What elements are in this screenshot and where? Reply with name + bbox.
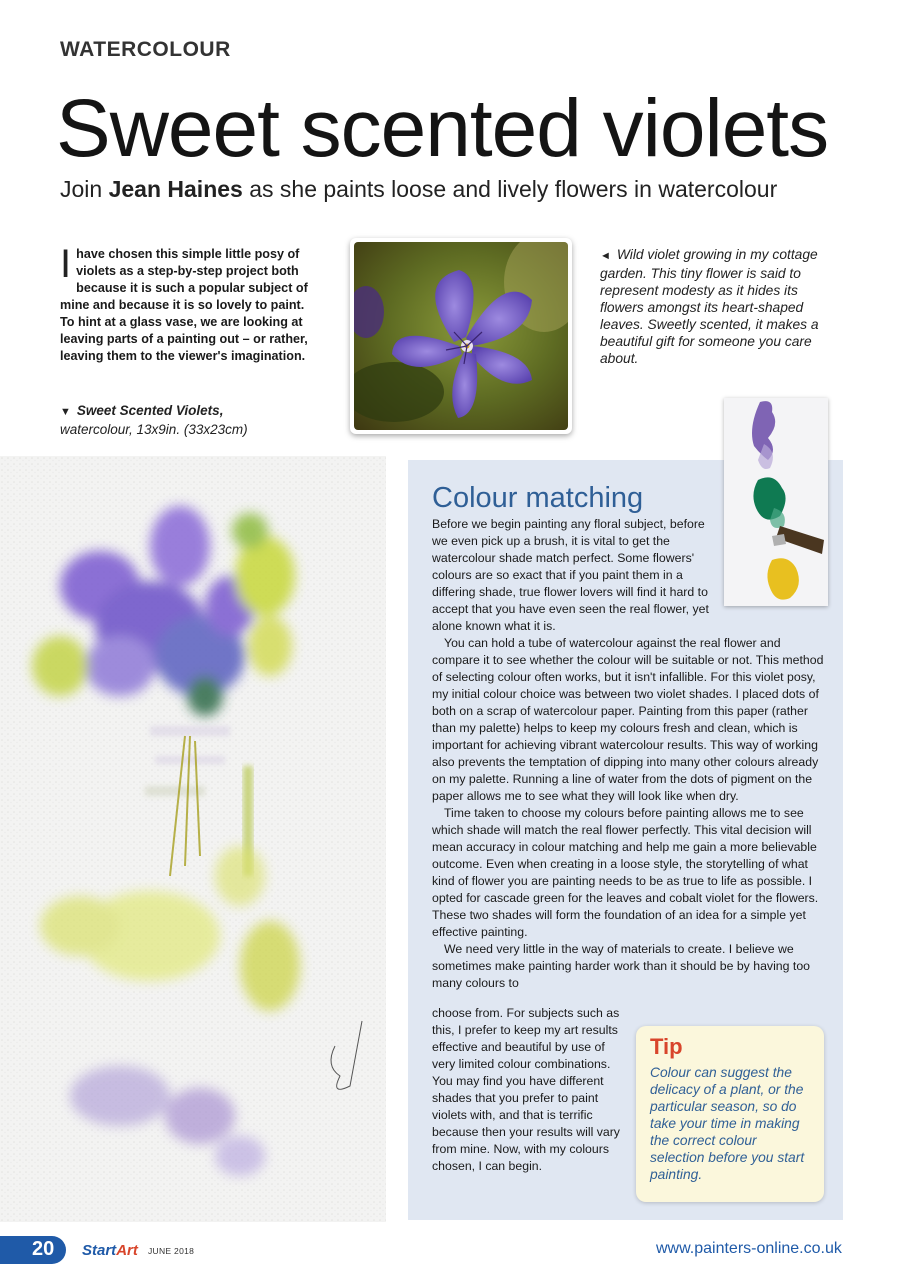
article-p3: Time taken to choose my colours before painting allows me to see which shade will match the real flower perfectly. This vital decision will mean accuracy in colour matching and help me gain a more believable outcome. Even when creating in a loose style, the storytelling of what kind of flower you are painting needs to be as true to life as possible. I opted for cascade green for the leaves and cobalt violet for the flowers. These two shades will form the foundation of an idea for a simple yet effective painting. [432, 806, 819, 939]
article-p4a: We need very little in the way of materials to create. I believe we sometimes make painting harder work than it should be by having too many colours to [432, 942, 810, 990]
painting-title: Sweet Scented Violets, [76, 403, 224, 418]
painting-caption [60, 402, 340, 439]
subtitle-post: as she paints loose and lively flowers in watercolour [242, 176, 778, 202]
photo-caption-text: Wild violet growing in my cottage garden. This tiny flower is said to represent modesty as it hides its flowers amongst its heart-shaped leaves. Sweetly scented, it makes a beautiful gift for someone you care about. [600, 247, 819, 366]
down-arrow-icon: ▼ [60, 406, 71, 418]
brand-art: Art [116, 1242, 138, 1259]
colour-matching-heading: Colour matching [432, 482, 644, 514]
intro-text: have chosen this simple little posy of violets as a step-by-step project both because it is such a popular subject of mine and because it is so lovely to paint. To hint at a glass vase, we are looking at leaving parts of a painting out – or rather, leaving them to the viewer's imagination. [60, 247, 308, 363]
violet-photo-image [354, 242, 568, 430]
issue-date: JUNE 2018 [148, 1246, 195, 1256]
violets-painting [0, 456, 386, 1222]
subtitle [60, 176, 777, 203]
tip-title: Tip [650, 1034, 683, 1059]
page-title: Sweet scented violets [56, 83, 829, 174]
magazine-logo [82, 1242, 138, 1259]
author-name: Jean Haines [108, 176, 243, 202]
article-column-narrow [432, 1005, 626, 1175]
photo-caption [600, 246, 840, 367]
website-link[interactable]: www.painters-online.co.uk [656, 1240, 842, 1257]
colour-swatch-photo [724, 398, 828, 606]
article-column-main [432, 635, 824, 992]
intro-paragraph [60, 242, 322, 365]
left-arrow-icon: ◄ [600, 250, 611, 262]
subtitle-pre: Join [60, 176, 109, 202]
article-p4b: choose from. For subjects such as this, I prefer to keep my art results effective and beautiful by use of very limited colour combinations. You may find you have different shades that you prefer to paint violets with, and that is terrific because then your results will vary from mine. Now, with my colours chosen, I can begin. [432, 1006, 620, 1173]
article-paragraph-1 [432, 516, 716, 635]
brand-start: Start [82, 1242, 117, 1259]
article-p1: Before we begin painting any floral subject, before we even pick up a brush, it is vital to get the watercolour shade match perfect. Some flowers' colours are so exact that if you paint them in a differing shade, true flower lovers will find it hard to accept that you have even seen the real flower, yet alone known what it is. [432, 517, 709, 633]
section-label: WATERCOLOUR [60, 38, 231, 61]
violet-photo [350, 238, 572, 434]
page-number: 20 [0, 1236, 66, 1264]
tip-text: Colour can suggest the delicacy of a plant, or the particular season, so do take your time in making the correct colour selection before you start painting. [650, 1065, 805, 1182]
painting-detail: watercolour, 13x9in. (33x23cm) [60, 422, 248, 437]
dropcap: I [60, 242, 72, 286]
article-p2: You can hold a tube of watercolour against the real flower and compare it to see whether the colour will be suitable or not. This method of selecting colour often works, but it isn't infallible. For this violet posy, my initial colour choice was between two violet shades. I placed dots of both on a scrap of watercolour paper. Painting from this paper (rather than my palette) helps to keep my colours fresh and clean, which is important for achieving vibrant watercolour results. This way of working also prevents the temptation of dipping into many other colours already on my palette. Running a line of water from the dots of pigment on the paper allows me to see what they will look like when dry. [432, 636, 824, 803]
colour-swatch-image [724, 398, 828, 606]
violets-painting-image [0, 456, 386, 1222]
tip-box [636, 1026, 824, 1202]
